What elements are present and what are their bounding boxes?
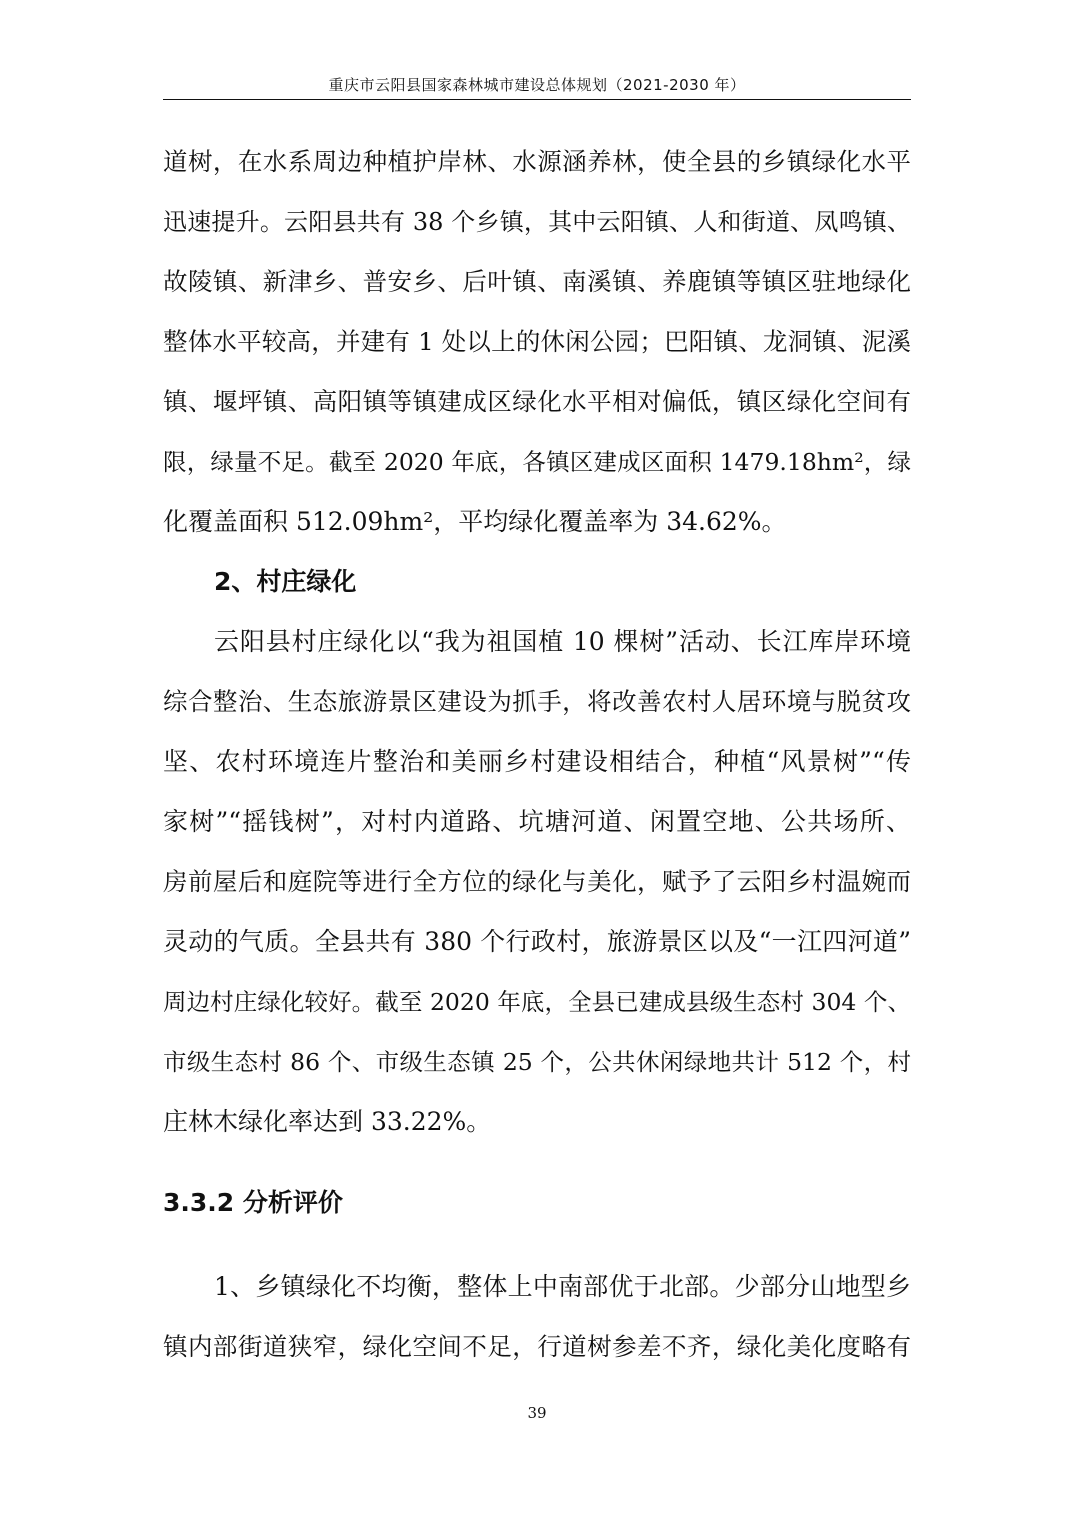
text-line: 限，绿量不足。截至 2020 年底，各镇区建成区面积 1479.18hm²，绿 <box>163 448 911 476</box>
running-header: 重庆市云阳县国家森林城市建设总体规划（2021-2030 年） <box>328 76 746 94</box>
text-line: 庄林木绿化率达到 33.22%。 <box>163 1107 492 1136</box>
text-line: 化覆盖面积 512.09hm²，平均绿化覆盖率为 34.62%。 <box>163 507 787 536</box>
text-line: 市级生态村 86 个、市级生态镇 25 个，公共休闲绿地共计 512 个，村 <box>163 1048 911 1076</box>
text-line: 云阳县村庄绿化以“我为祖国植 10 棵树”活动、长江库岸环境 <box>214 627 911 656</box>
text-line: 道树，在水系周边种植护岸林、水源涵养林，使全县的乡镇绿化水平 <box>163 147 911 176</box>
text-line: 房前屋后和庭院等进行全方位的绿化与美化，赋予了云阳乡村温婉而 <box>163 867 911 896</box>
text-line: 综合整治、生态旅游景区建设为抓手，将改善农村人居环境与脱贫攻 <box>163 687 911 716</box>
text-line: 整体水平较高，并建有 1 处以上的休闲公园；巴阳镇、龙洞镇、泥溪 <box>163 327 911 356</box>
text-line: 家树”“摇钱树”，对村内道路、坑塘河道、闲置空地、公共场所、 <box>163 807 911 836</box>
text-line: 迅速提升。云阳县共有 38 个乡镇，其中云阳镇、人和街道、凤鸣镇、 <box>163 208 911 236</box>
text-line: 镇内部街道狭窄，绿化空间不足，行道树参差不齐，绿化美化度略有 <box>163 1332 911 1361</box>
page-number: 39 <box>527 1404 547 1422</box>
text-line: 灵动的气质。全县共有 380 个行政村，旅游景区以及“一江四河道” <box>163 927 911 956</box>
text-line: 坚、农村环境连片整治和美丽乡村建设相结合，种植“风景树”“传 <box>163 747 911 776</box>
subheading-village-greening: 2、村庄绿化 <box>214 567 357 596</box>
text-line: 周边村庄绿化较好。截至 2020 年底，全县已建成县级生态村 304 个、 <box>163 988 911 1016</box>
text-line: 故陵镇、新津乡、普安乡、后叶镇、南溪镇、养鹿镇等镇区驻地绿化 <box>163 267 911 296</box>
header-rule <box>163 99 911 100</box>
text-line: 镇、堰坪镇、高阳镇等镇建成区绿化水平相对偏低，镇区绿化空间有 <box>163 387 911 416</box>
text-line: 1、乡镇绿化不均衡，整体上中南部优于北部。少部分山地型乡 <box>214 1272 911 1301</box>
section-heading-analysis: 3.3.2 分析评价 <box>163 1188 343 1217</box>
